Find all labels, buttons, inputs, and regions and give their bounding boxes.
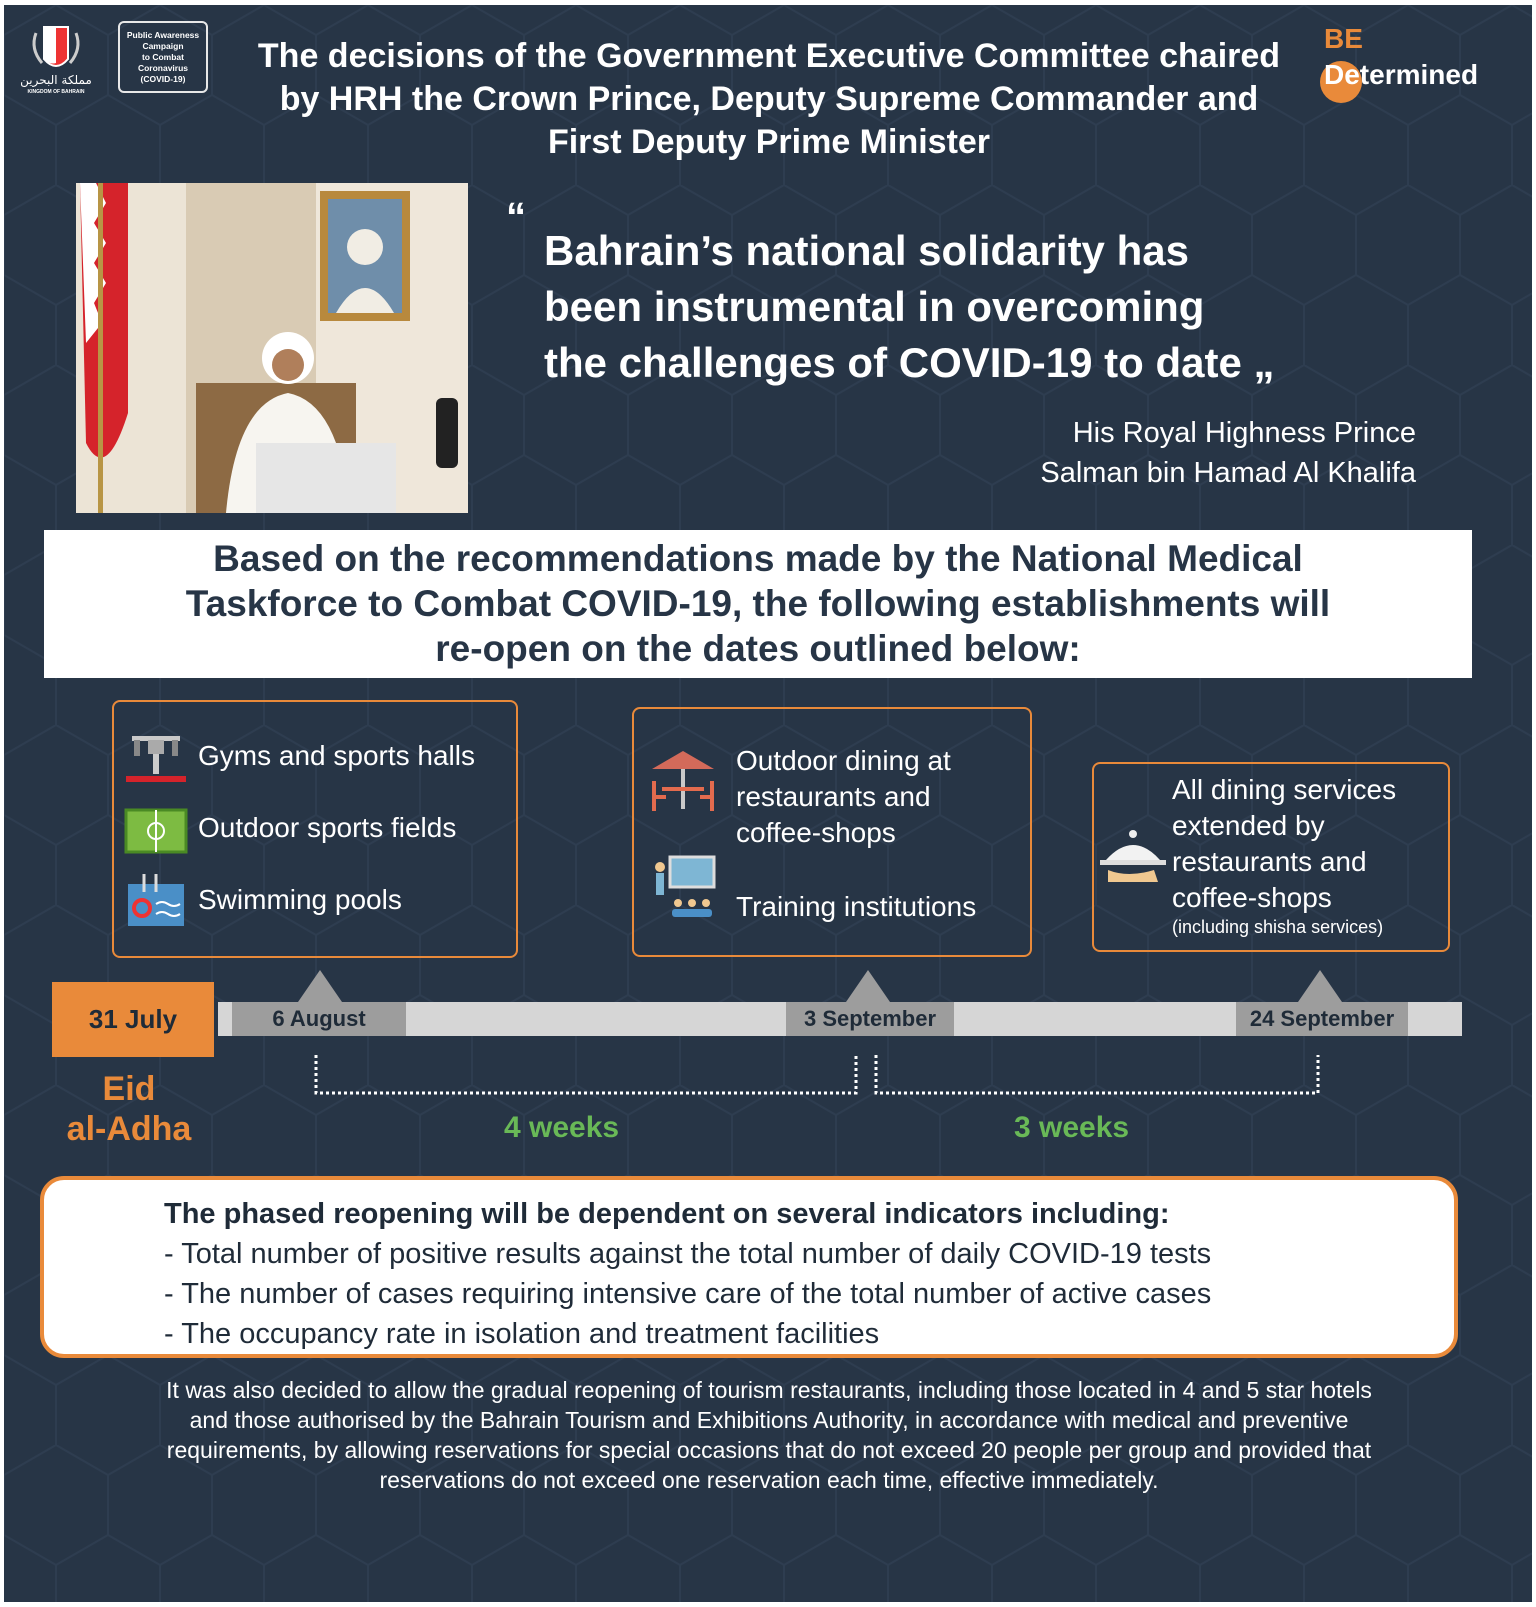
interval-3-weeks: 3 weeks (1014, 1111, 1130, 1144)
date-tag-3-september: 3 September (786, 1002, 954, 1036)
item-label-line: restaurants and (736, 781, 931, 812)
phase-1-item-1 (198, 738, 475, 774)
quote-open-mark: “ (506, 195, 526, 239)
phase-box-1 (112, 700, 518, 958)
photo-illustration (76, 183, 468, 513)
quote-line (544, 335, 1444, 391)
phase-3-item-1 (1172, 772, 1396, 938)
quote-text (544, 223, 1444, 391)
quote-line: Bahrain’s national solidarity has (544, 227, 1189, 274)
date-tag-24-september: 24 September (1236, 1002, 1408, 1036)
quote-close-mark: „ (1253, 339, 1275, 386)
banner-line: re-open on the dates outlined below: (435, 628, 1081, 669)
campaign-line: Public Awareness (126, 29, 200, 40)
eid-line: al-Adha (66, 1110, 192, 1148)
item-label (736, 743, 951, 851)
phase-box-2 (632, 707, 1032, 957)
author-line: Salman bin Hamad Al Khalifa (1040, 457, 1416, 489)
logo-arabic-text: مملكة البحرين (20, 73, 92, 87)
campaign-line: Coronavirus (137, 62, 189, 73)
item-label: Training institutions (736, 891, 977, 922)
author-line: His Royal Highness Prince (1072, 417, 1416, 449)
item-label-line: Outdoor dining at (736, 745, 951, 776)
header-title-line: The decisions of the Government Executive Committee chaired (257, 37, 1281, 75)
interval-4-weeks: 4 weeks (504, 1111, 620, 1144)
indicator-item: - The occupancy rate in isolation and treatment facilities (164, 1318, 880, 1350)
quote-line: been instrumental in overcoming (544, 283, 1205, 330)
header-title-line: by HRH the Crown Prince, Deputy Supreme Commander and (279, 80, 1259, 118)
eid-al-adha-label (44, 1069, 214, 1149)
timeline-pointer-3 (1298, 970, 1342, 1002)
phase-1-item-3 (198, 882, 402, 918)
campaign-badge (118, 21, 208, 93)
item-label: Swimming pools (198, 884, 402, 915)
footer-text (44, 1375, 1494, 1495)
sports-field-icon (124, 808, 188, 854)
indicator-item: - Total number of positive results against the total number of daily COVID-19 tests (164, 1238, 1212, 1270)
indicator-item: - The number of cases requiring intensive care of the total number of active cases (164, 1278, 1212, 1310)
item-label-line: extended by (1172, 810, 1325, 841)
campaign-line: Campaign (142, 40, 184, 51)
timeline-pointer-2 (846, 970, 890, 1002)
banner-line: Based on the recommendations made by the National Medical (213, 538, 1303, 579)
footer-line: It was also decided to allow the gradual reopening of tourism restaurants, including those located in 4 and 5 star hotels (166, 1377, 1372, 1403)
be-determined-logo (1316, 21, 1516, 111)
campaign-line: to Combat (141, 51, 184, 62)
quote-author (904, 413, 1416, 493)
header-title (224, 35, 1314, 164)
logo-english-text: KINGDOM OF BAHRAIN (27, 89, 85, 95)
date-tag-6-august: 6 August (232, 1002, 406, 1036)
campaign-line: (COVID-19) (140, 73, 186, 84)
item-label-line: All dining services (1172, 774, 1397, 805)
date-tag-31-july: 31 July (52, 982, 214, 1057)
footer-line: requirements, by allowing reservations for special occasions that do not exceed 20 people per group and provided that (166, 1437, 1372, 1463)
infographic-poster (4, 5, 1532, 1602)
indicators-text (164, 1194, 1424, 1354)
phase-2-item-2 (736, 889, 976, 925)
phase-2-item-1 (736, 743, 951, 851)
item-label-line: coffee-shops (736, 817, 896, 848)
determined-word: Determined (1324, 59, 1479, 90)
banner-line: Taskforce to Combat COVID-19, the following establishments will (185, 583, 1331, 624)
footer-line: and those authorised by the Bahrain Tourism and Exhibitions Authority, in accordance with medical and preventive (189, 1407, 1349, 1433)
crown-prince-photo (76, 183, 468, 513)
phase-box-3 (1092, 762, 1450, 952)
item-label-line: restaurants and (1172, 846, 1367, 877)
item-label: Outdoor sports fields (198, 812, 457, 843)
dining-cloche-icon (1098, 826, 1168, 884)
footer-line: reservations do not exceed one reservation each time, effective immediately. (379, 1467, 1159, 1493)
outdoor-dining-icon (648, 747, 718, 817)
item-label (1172, 772, 1396, 938)
indicators-heading: The phased reopening will be dependent on several indicators including: (164, 1198, 1170, 1230)
timeline-pointer-1 (298, 970, 342, 1002)
phase-1-item-2 (198, 810, 456, 846)
indicators-box (40, 1176, 1458, 1358)
kingdom-of-bahrain-logo (16, 19, 96, 99)
bahrain-emblem-icon (16, 19, 96, 99)
training-icon (648, 855, 718, 919)
item-label: Gyms and sports halls (198, 740, 475, 771)
be-word: BE (1324, 23, 1363, 54)
quote-line-text: the challenges of COVID-19 to date (544, 339, 1242, 386)
swimming-pool-icon (124, 874, 188, 930)
item-label-line: coffee-shops (1172, 882, 1332, 913)
interval-brackets (304, 1051, 1334, 1101)
recommendations-banner (44, 530, 1472, 678)
eid-line: Eid (102, 1070, 156, 1108)
gym-icon (124, 730, 188, 786)
banner-text (44, 536, 1472, 671)
header-title-line: First Deputy Prime Minister (547, 123, 991, 161)
item-note: (including shisha services) (1172, 917, 1384, 937)
